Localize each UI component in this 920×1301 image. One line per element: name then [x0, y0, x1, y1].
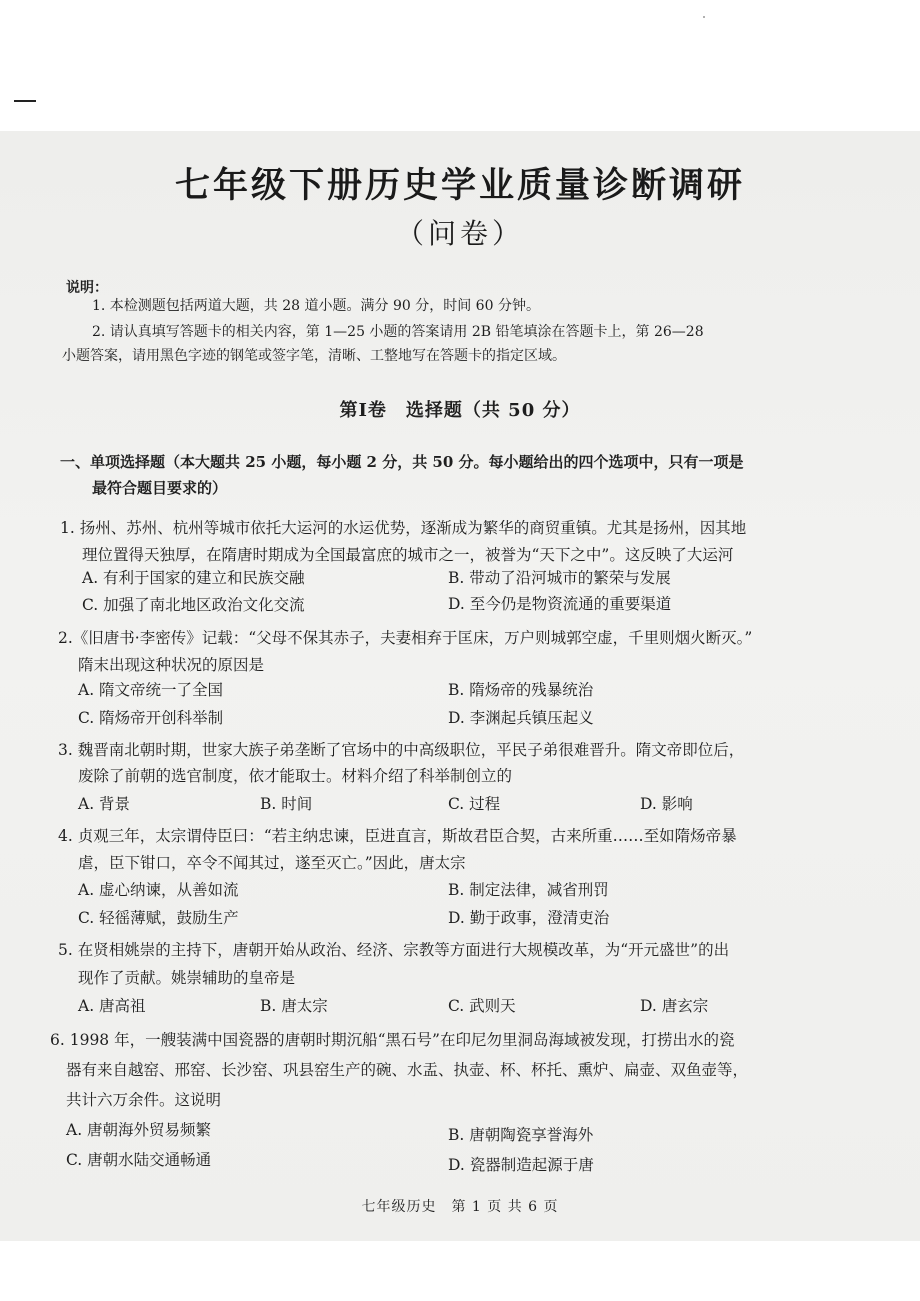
question-6-option-b: B. 唐朝陶瓷享誉海外 — [448, 1126, 594, 1144]
instruction-item-1: 1. 本检测题包括两道大题，共 28 道小题。满分 90 分，时间 60 分钟。 — [92, 298, 540, 314]
document-title: 七年级下册历史学业质量诊断调研 — [174, 165, 745, 206]
question-1-option-a: A. 有利于国家的建立和民族交融 — [82, 569, 305, 587]
question-1-option-b: B. 带动了沿河城市的繁荣与发展 — [448, 569, 671, 587]
instruction-item-2-line-1: 2. 请认真填写答题卡的相关内容，第 1—25 小题的答案请用 2B 铅笔填涂在答题卡上，第 26—28 — [92, 324, 704, 340]
question-6-stem-line-1: 6. 1998 年，一艘装满中国瓷器的唐朝时期沉船“黑石号”在印尼勿里洞岛海域被发现，打捞出水的瓷 — [50, 1031, 735, 1049]
question-1-option-c: C. 加强了南北地区政治文化交流 — [82, 596, 305, 614]
question-4-option-b: B. 制定法律，减省刑罚 — [448, 881, 609, 899]
question-6-option-c: C. 唐朝水陆交通畅通 — [66, 1151, 212, 1169]
question-4-stem-line-2: 虐，臣下钳口，卒令不闻其过，遂至灭亡。”因此，唐太宗 — [78, 854, 466, 872]
page-footer: 七年级历史 第 1 页 共 6 页 — [361, 1199, 559, 1215]
scan-corner-mark — [14, 100, 36, 102]
question-4-stem-line-1: 4. 贞观三年，太宗谓侍臣曰：“若主纳忠谏，臣进直言，斯故君臣合契，古来所重……至如隋炀帝暴 — [58, 827, 737, 845]
instructions-heading: 说明： — [66, 280, 108, 296]
question-2-stem-line-2: 隋末出现这种状况的原因是 — [78, 656, 265, 674]
document-subtitle: （问卷） — [395, 217, 524, 250]
question-1-stem-line-2: 理位置得天独厚，在隋唐时期成为全国最富庶的城市之一，被誉为“天下之中”。这反映了大运河 — [82, 546, 734, 564]
question-5-stem-line-2: 现作了贡献。姚崇辅助的皇帝是 — [78, 969, 296, 987]
question-2-option-d: D. 李渊起兵镇压起义 — [448, 709, 594, 727]
question-3-option-b: B. 时间 — [260, 795, 313, 813]
scan-dot — [703, 16, 705, 18]
question-2-option-b: B. 隋炀帝的残暴统治 — [448, 681, 594, 699]
question-4-option-c: C. 轻徭薄赋，鼓励生产 — [78, 909, 239, 927]
instruction-item-2-line-2: 小题答案，请用黑色字迹的钢笔或签字笔，清晰、工整地写在答题卡的指定区域。 — [62, 348, 566, 364]
question-1-stem-line-1: 1. 扬州、苏州、杭州等城市依托大运河的水运优势，逐渐成为繁华的商贸重镇。尤其是扬州，因其地 — [60, 519, 747, 537]
question-6-stem-line-2: 器有来自越窑、邢窑、长沙窑、巩县窑生产的碗、水盂、执壶、杯、杯托、熏炉、扁壶、双鱼壶等， — [66, 1061, 749, 1079]
question-3-stem-line-2: 废除了前朝的选官制度，依才能取士。材料介绍了科举制创立的 — [78, 767, 513, 785]
question-3-option-c: C. 过程 — [448, 795, 501, 813]
question-4-option-a: A. 虚心纳谏，从善如流 — [78, 881, 239, 899]
section-title: 第Ⅰ卷 选择题（共 50 分） — [339, 400, 581, 421]
question-6-option-d: D. 瓷器制造起源于唐 — [448, 1156, 594, 1174]
question-5-stem-line-1: 5. 在贤相姚崇的主持下，唐朝开始从政治、经济、宗教等方面进行大规模改革，为“开元盛世”的出 — [58, 941, 730, 959]
question-5-option-c: C. 武则天 — [448, 997, 516, 1015]
part-heading-line-2: 最符合题目要求的） — [92, 479, 228, 497]
question-1-option-d: D. 至今仍是物资流通的重要渠道 — [448, 595, 672, 613]
question-6-stem-line-3: 共计六万余件。这说明 — [66, 1091, 222, 1109]
question-2-option-a: A. 隋文帝统一了全国 — [78, 681, 224, 699]
question-5-option-b: B. 唐太宗 — [260, 997, 328, 1015]
question-2-stem-line-1: 2.《旧唐书·李密传》记载：“父母不保其赤子，夫妻相弃于匡床，万户则城郭空虚，千里则烟火断灭。” — [58, 629, 753, 647]
question-5-option-d: D. 唐玄宗 — [640, 997, 709, 1015]
part-heading-line-1: 一、单项选择题（本大题共 25 小题，每小题 2 分，共 50 分。每小题给出的四个选项中，只有一项是 — [60, 453, 744, 471]
question-2-option-c: C. 隋炀帝开创科举制 — [78, 709, 224, 727]
question-5-option-a: A. 唐高祖 — [78, 997, 146, 1015]
question-3-option-d: D. 影响 — [640, 795, 693, 813]
question-3-option-a: A. 背景 — [78, 795, 131, 813]
question-3-stem-line-1: 3. 魏晋南北朝时期，世家大族子弟垄断了官场中的中高级职位，平民子弟很难晋升。隋文帝即位后， — [58, 741, 745, 759]
question-4-option-d: D. 勤于政事，澄清吏治 — [448, 909, 610, 927]
question-6-option-a: A. 唐朝海外贸易频繁 — [66, 1121, 212, 1139]
